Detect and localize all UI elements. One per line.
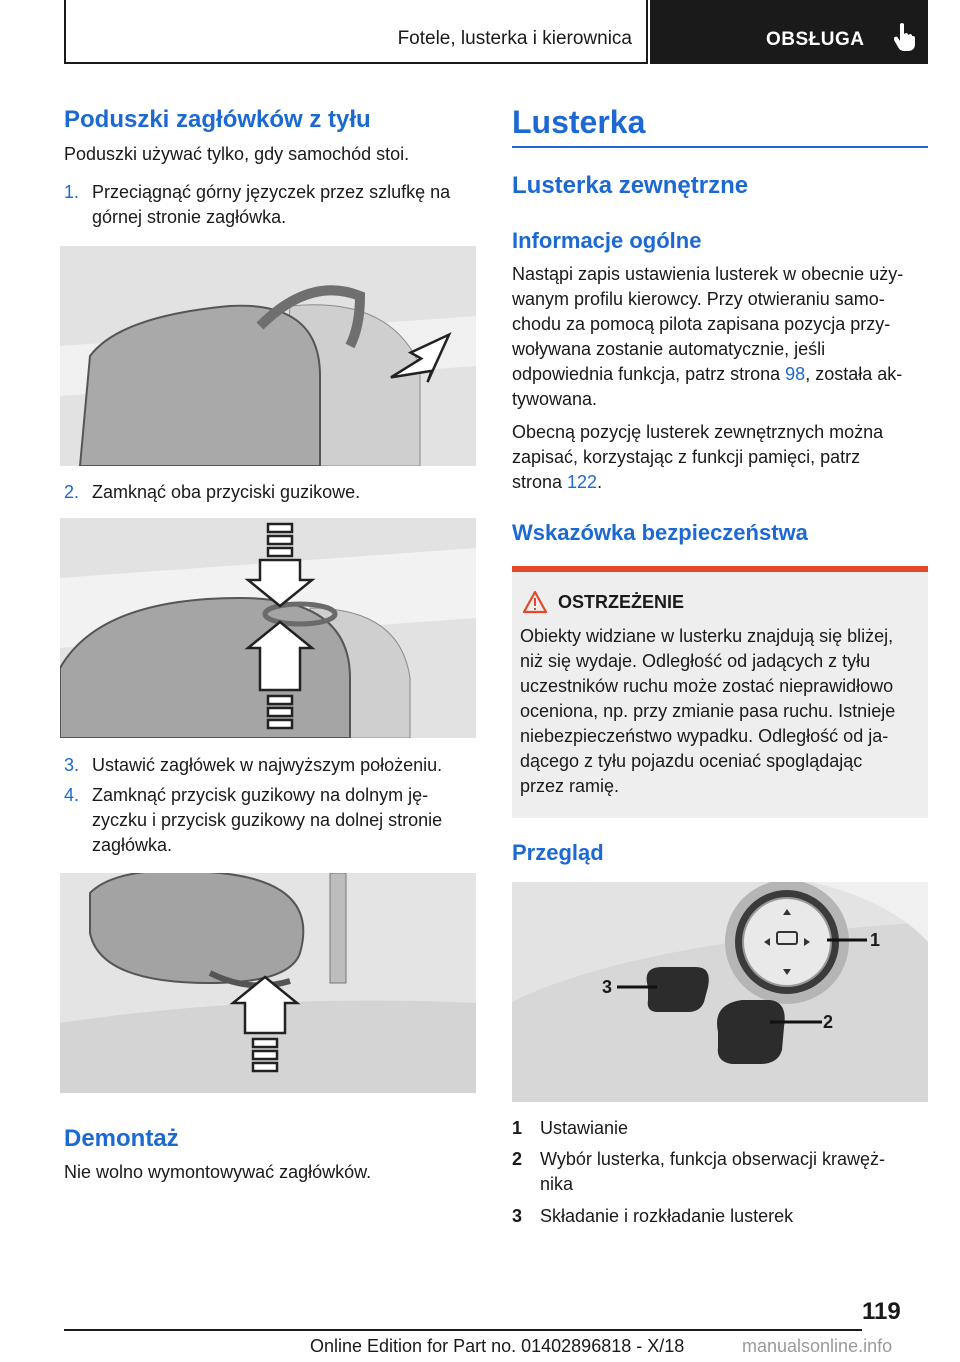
callout-2: 2 <box>823 1012 834 1032</box>
footer-edition: Online Edition for Part no. 01402896818 - X/18 <box>310 1336 685 1356</box>
header-chapter-box <box>64 0 648 64</box>
callout-3: 3 <box>602 977 613 997</box>
general-paragraph-2: Obecną pozycję lusterek zewnętrznych można zapisać, korzystając z funkcji pamięci, patrz strona 122. <box>512 422 884 492</box>
heading-rear-cushions: Poduszki zagłówków z tyłu <box>64 106 371 133</box>
page-number: 119 <box>862 1298 901 1325</box>
hand-pointer-icon <box>894 22 916 57</box>
callout-1: 1 <box>870 930 881 950</box>
heading-removal: Demontaż <box>64 1125 179 1152</box>
chapter-title: Fotele, lusterka i kierownica <box>397 28 632 49</box>
figure-mirror-controls <box>512 882 928 1102</box>
heading-general-info: Informacje ogólne <box>512 228 702 253</box>
warning-triangle-icon <box>522 590 548 619</box>
figure-headrest-lower-button <box>60 873 476 1093</box>
heading-overview: Przegląd <box>512 840 604 865</box>
page-link-122[interactable]: 122 <box>567 472 598 492</box>
removal-text: Nie wolno wymontowywać zagłówków. <box>64 1162 372 1182</box>
warning-text: Obiekty widziane w lusterku znajdują się bliżej, niż się wydaje. Odległość od jadących z tyłu uczestników ruchu może zostać nieprawidłowo oceniona, np. przy zmianie pasa ruchu. Istnieje niebezpieczeństwo wypadku. Odległość od ja- dącego z tyłu pojazdu oceniać spoglądając przez ramię. <box>520 626 896 796</box>
page-link-98[interactable]: 98 <box>785 364 806 384</box>
figure-headrest-buttons <box>60 518 476 738</box>
warning-box <box>512 566 928 818</box>
general-paragraph-1: Nastąpi zapis ustawienia lusterek w obecnie uży- wanym profilu kierowcy. Przy otwieraniu samo- chodu za pomocą pilota zapisana pozycja przy- woływana zostanie automatycznie, jeśli odpowiednia funkcja, patrz strona 98, została ak- tywowana. <box>512 264 904 409</box>
intro-text: Poduszki używać tylko, gdy samochód stoi. <box>64 144 410 164</box>
figure-headrest-strap <box>60 246 476 466</box>
warning-title: OSTRZEŻENIE <box>558 592 685 612</box>
section-label: OBSŁUGA <box>766 29 865 50</box>
header-section-box <box>650 0 928 64</box>
footer-watermark: manualsonline.info <box>742 1336 893 1356</box>
heading-safety: Wskazówka bezpieczeństwa <box>512 520 808 545</box>
heading-rule <box>512 146 928 148</box>
heading-exterior-mirrors: Lusterka zewnętrzne <box>512 172 749 199</box>
footer-rule <box>64 1329 862 1331</box>
heading-mirrors: Lusterka <box>512 104 646 140</box>
